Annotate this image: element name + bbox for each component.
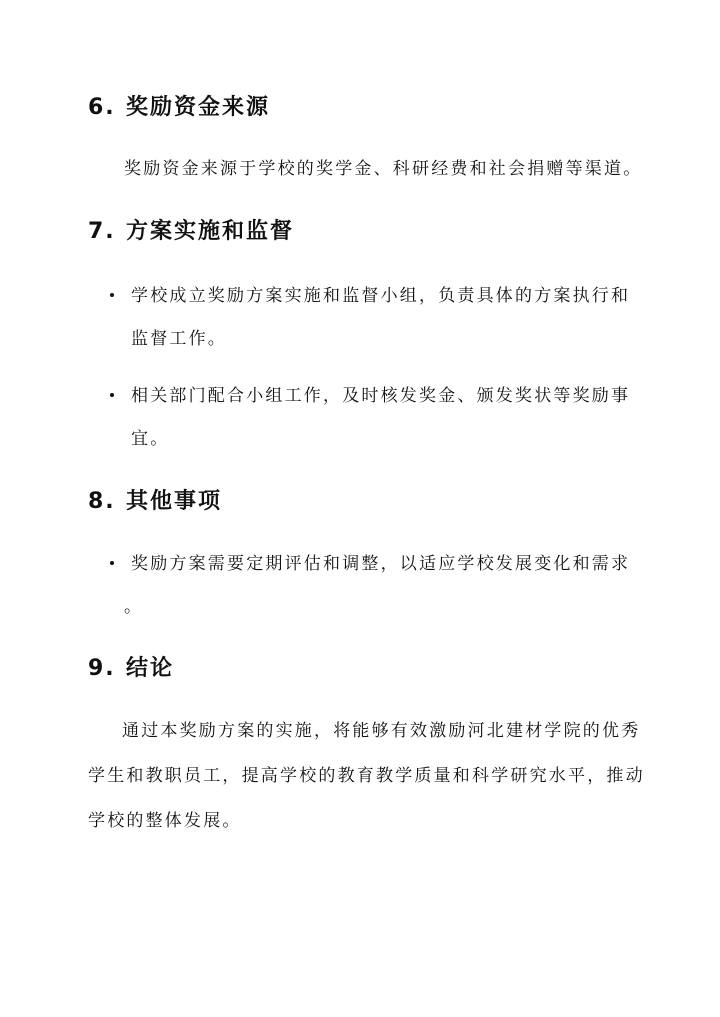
conclusion-line: 学校的整体发展。: [88, 811, 242, 831]
section-heading-8: [88, 484, 222, 515]
section-title: 结论: [126, 656, 175, 681]
bullet-dot: [110, 393, 114, 397]
section-heading-9: [88, 651, 174, 682]
bullet-dot: [110, 561, 114, 565]
section-title: 奖励资金来源: [126, 95, 271, 120]
bullet-item-line: 学校成立奖励方案实施和监督小组，负责具体的方案执行和: [131, 286, 631, 306]
bullet-item-line: 监督工作。: [131, 329, 227, 349]
section-number: 7.: [88, 219, 116, 244]
bullet-item-line: 宜。: [131, 429, 170, 449]
bullet-item-line: 。: [124, 597, 144, 617]
bullet-item-line: 奖励方案需要定期评估和调整，以适应学校发展变化和需求: [131, 554, 631, 574]
section-heading-7: [88, 214, 294, 245]
section-number: 8.: [88, 489, 116, 514]
bullet-item-line: 相关部门配合小组工作，及时核发奖金、颁发奖状等奖励事: [131, 386, 631, 406]
section-title: 其他事项: [126, 489, 223, 514]
conclusion-line: 学生和教职员工，提高学校的教育教学质量和科学研究水平，推动: [88, 766, 645, 786]
bullet-dot: [110, 293, 114, 297]
section-number: 6.: [88, 95, 116, 120]
section-paragraph: 奖励资金来源于学校的奖学金、科研经费和社会捐赠等渠道。: [124, 159, 643, 179]
section-heading-6: [88, 90, 270, 121]
section-number: 9.: [88, 656, 116, 681]
section-title: 方案实施和监督: [126, 219, 295, 244]
conclusion-line: 通过本奖励方案的实施，将能够有效激励河北建材学院的优秀: [122, 721, 641, 741]
